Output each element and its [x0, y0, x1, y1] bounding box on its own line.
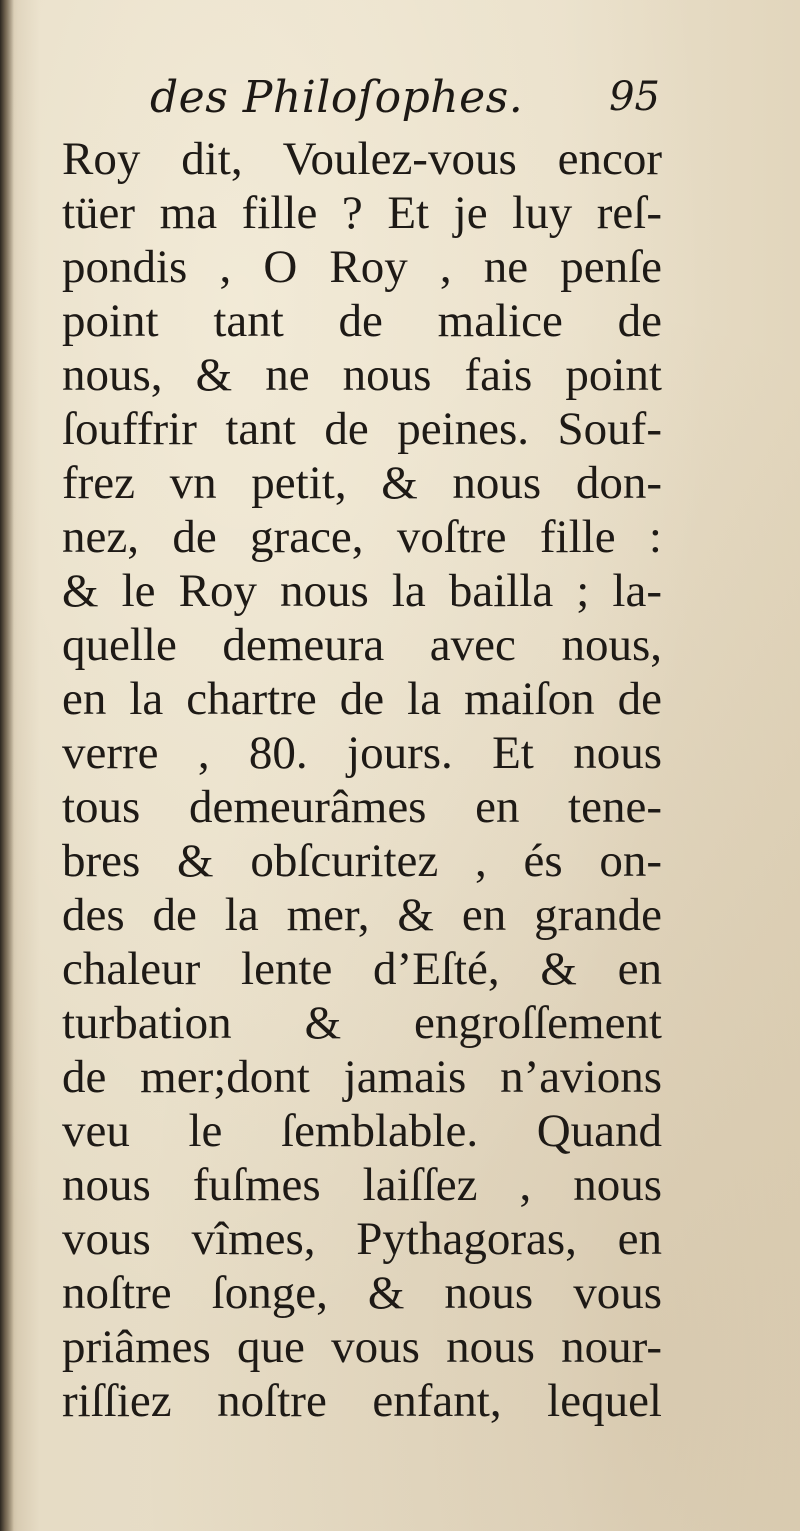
body-text — [62, 132, 662, 1428]
text-line: de mer;dont jamais n’avions — [62, 1051, 662, 1103]
text-line: point tant de malice de — [62, 295, 662, 347]
text-line: tüer ma fille ? Et je luy reſ- — [62, 187, 662, 239]
text-line: ſouffrir tant de peines. Souf- — [62, 403, 662, 455]
text-line: Roy dit, Voulez-vous encor — [62, 133, 662, 185]
text-line: nez, de grace, voſtre fille : — [62, 511, 662, 563]
text-line: priâmes que vous nous nour- — [62, 1321, 662, 1373]
page-header — [150, 72, 660, 132]
text-line: verre , 80. jours. Et nous — [62, 727, 662, 779]
text-line: turbation & engroſſement — [62, 997, 662, 1049]
text-line: chaleur lente d’Eſté, & en — [62, 943, 662, 995]
text-line: frez vn petit, & nous don- — [62, 457, 662, 509]
text-line: vous vîmes, Pythagoras, en — [62, 1213, 662, 1265]
text-line: quelle demeura avec nous, — [62, 619, 662, 671]
running-title: des Philoſophes. — [150, 72, 524, 123]
text-line: des de la mer, & en grande — [62, 889, 662, 941]
text-line: nous, & ne nous fais point — [62, 349, 662, 401]
text-line: noſtre ſonge, & nous vous — [62, 1267, 662, 1319]
binding-gutter — [0, 0, 14, 1531]
text-line: & le Roy nous la bailla ; la- — [62, 565, 662, 617]
text-line: tous demeurâmes en tene- — [62, 781, 662, 833]
text-line: bres & obſcuritez , és on- — [62, 835, 662, 887]
text-line: pondis , O Roy , ne penſe — [62, 241, 662, 293]
text-line: riſſiez noſtre enfant, lequel — [62, 1375, 662, 1427]
text-line: nous fuſmes laiſſez , nous — [62, 1159, 662, 1211]
text-line: veu le ſemblable. Quand — [62, 1105, 662, 1157]
page-number: 95 — [609, 74, 660, 120]
text-line: en la chartre de la maiſon de — [62, 673, 662, 725]
